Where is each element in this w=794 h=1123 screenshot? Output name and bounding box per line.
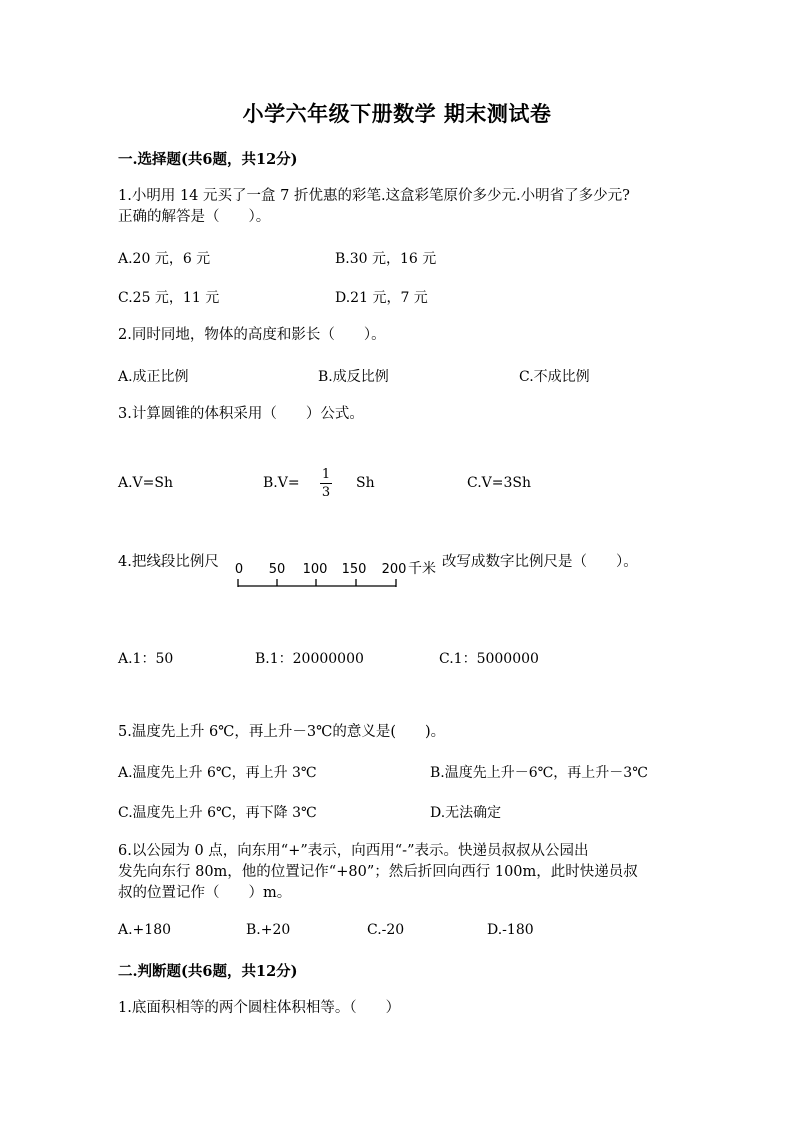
scale-unit-km: 千米 (408, 561, 436, 577)
judge-question-1: 1.底面积相等的两个圆柱体积相等。（ ） (118, 1000, 401, 1016)
fraction-bar (320, 483, 332, 484)
question-6-option-c: C.-20 (367, 922, 405, 938)
question-2-text: 2.同时同地，物体的高度和影长（ ）。 (118, 327, 386, 343)
question-6-line-2: 发先向东行 80m，他的位置记作“+80”；然后折回向西行 100m，此时快递员叔 (118, 864, 638, 880)
question-5-option-b: B.温度先上升－6℃，再上升－3℃ (430, 765, 648, 781)
section-heading-judge: 二.判断题(共6题，共12分) (118, 963, 298, 980)
question-6-line-1: 6.以公园为 0 点，向东用“+”表示，向西用“-”表示。快递员叔叔从公园出 (118, 843, 589, 859)
question-1-line-1: 1.小明用 14 元买了一盒 7 折优惠的彩笔.这盒彩笔原价多少元.小明省了多少元? (118, 188, 630, 204)
question-1-option-d: D.21 元，7 元 (335, 290, 428, 306)
question-2-option-c: C.不成比例 (519, 369, 590, 385)
line-scale-diagram (230, 556, 445, 592)
question-6-option-a: A.+180 (118, 922, 172, 938)
question-1-line-2: 正确的解答是（ ）。 (118, 209, 271, 225)
scale-label-50: 50 (268, 562, 286, 577)
question-3-option-c: C.V=3Sh (467, 475, 532, 491)
page-title: 小学六年级下册数学 期末测试卷 (242, 101, 552, 126)
scale-label-150: 150 (341, 562, 367, 577)
question-1-option-c: C.25 元，11 元 (118, 290, 220, 306)
scale-label-200: 200 (381, 562, 407, 577)
question-1-option-b: B.30 元，16 元 (335, 251, 437, 267)
question-4-text-after: 改写成数字比例尺是（ ）。 (442, 554, 638, 570)
question-4-option-a: A.1：50 (118, 651, 174, 667)
question-5-option-c: C.温度先上升 6℃，再下降 3℃ (118, 805, 317, 821)
question-3-text: 3.计算圆锥的体积采用（ ）公式。 (118, 406, 364, 422)
fraction-one-third (319, 467, 333, 500)
question-3-option-a: A.V=Sh (118, 475, 174, 491)
scale-label-0: 0 (234, 562, 244, 577)
fraction-denominator: 3 (321, 485, 331, 500)
question-5-option-d: D.无法确定 (430, 805, 502, 821)
question-3-option-b-prefix: B.V= (263, 475, 300, 491)
question-5-text: 5.温度先上升 6℃，再上升－3℃的意义是( )。 (118, 724, 446, 740)
question-5-option-a: A.温度先上升 6℃，再上升 3℃ (118, 765, 317, 781)
question-4-option-b: B.1：20000000 (255, 651, 364, 667)
question-6-option-b: B.+20 (246, 922, 291, 938)
scale-label-100: 100 (302, 562, 328, 577)
question-4-option-c: C.1：5000000 (439, 651, 539, 667)
section-heading-choice: 一.选择题(共6题，共12分) (118, 151, 298, 168)
question-3-option-b-suffix: Sh (356, 475, 375, 491)
question-6-option-d: D.-180 (487, 922, 534, 938)
question-2-option-b: B.成反比例 (318, 369, 389, 385)
question-2-option-a: A.成正比例 (118, 369, 189, 385)
question-1-option-a: A.20 元，6 元 (118, 251, 211, 267)
question-4-text-before: 4.把线段比例尺 (118, 554, 219, 570)
fraction-numerator: 1 (321, 467, 331, 482)
question-6-line-3: 叔的位置记作（ ）m。 (118, 885, 292, 901)
